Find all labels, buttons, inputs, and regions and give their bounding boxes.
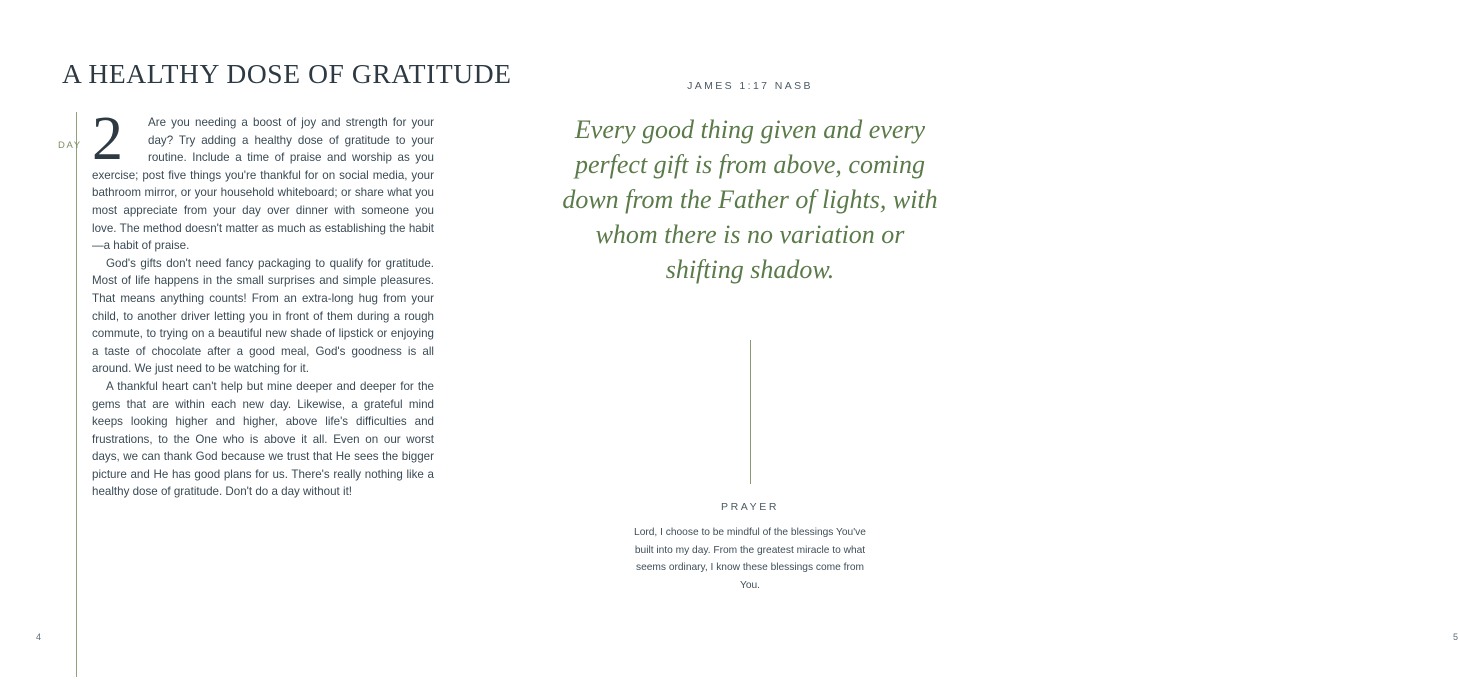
paragraph [92, 255, 434, 378]
right-page [500, 0, 1458, 680]
page-number-right: 5 [1453, 632, 1458, 642]
prayer-text: Lord, I choose to be mindful of the blessings You've built into my day. From the greatest miracle to what seems ordinary, I know these blessings come from You. [634, 527, 866, 591]
prayer-heading: PRAYER [721, 501, 779, 513]
page-number-left: 4 [36, 632, 42, 642]
page-title: A HEALTHY DOSE OF GRATITUDE [62, 58, 512, 89]
vertical-rule-divider [76, 112, 77, 677]
verse-text: Every good thing given and every perfect gift is from above, coming down from the Father of lights, with whom there is no variation or shifting shadow. [562, 115, 938, 284]
paragraph [92, 378, 434, 501]
day-label: DAY [58, 140, 82, 151]
left-page [0, 0, 512, 680]
drop-number-spacer [92, 114, 148, 166]
day-number: 2 [92, 105, 123, 173]
verse-reference: JAMES 1:17 NASB [687, 80, 813, 92]
vertical-divider [750, 340, 751, 484]
paragraph-text: God's gifts don't need fancy packaging to qualify for gratitude. Most of life happens in the small surprises and simple pleasures. That means anything counts! From an extra-long hug from your child, to another driver letting you in front of them during a rough commute, to trying on a beautiful new shade of lipstick or enjoying a taste of chocolate after a good meal, God's goodness is all around. We just need to be watching for it. [92, 256, 434, 376]
paragraph-text: A thankful heart can't help but mine deeper and deeper for the gems that are within each new day. Likewise, a grateful mind keeps looking higher and higher, above life's difficulties and frustrations, to the One who is above it all. Even on our worst days, we can thank God because we trust that He sees the bigger picture and He has good plans for us. There's really nothing like a healthy dose of gratitude. Don't do a day without it! [92, 379, 434, 499]
devotional-body [92, 114, 434, 501]
paragraph-text: Are you needing a boost of joy and strength for your day? Try adding a healthy dose of gratitude to your routine. Include a time of praise and worship as you exercise; post five things you're thankful for on social media, your bathroom mirror, or your household whiteboard; or share what you most appreciate from your day over dinner with someone you love. The method doesn't matter as much as establishing the habit—a habit of praise. [92, 116, 434, 253]
paragraph [92, 114, 434, 255]
